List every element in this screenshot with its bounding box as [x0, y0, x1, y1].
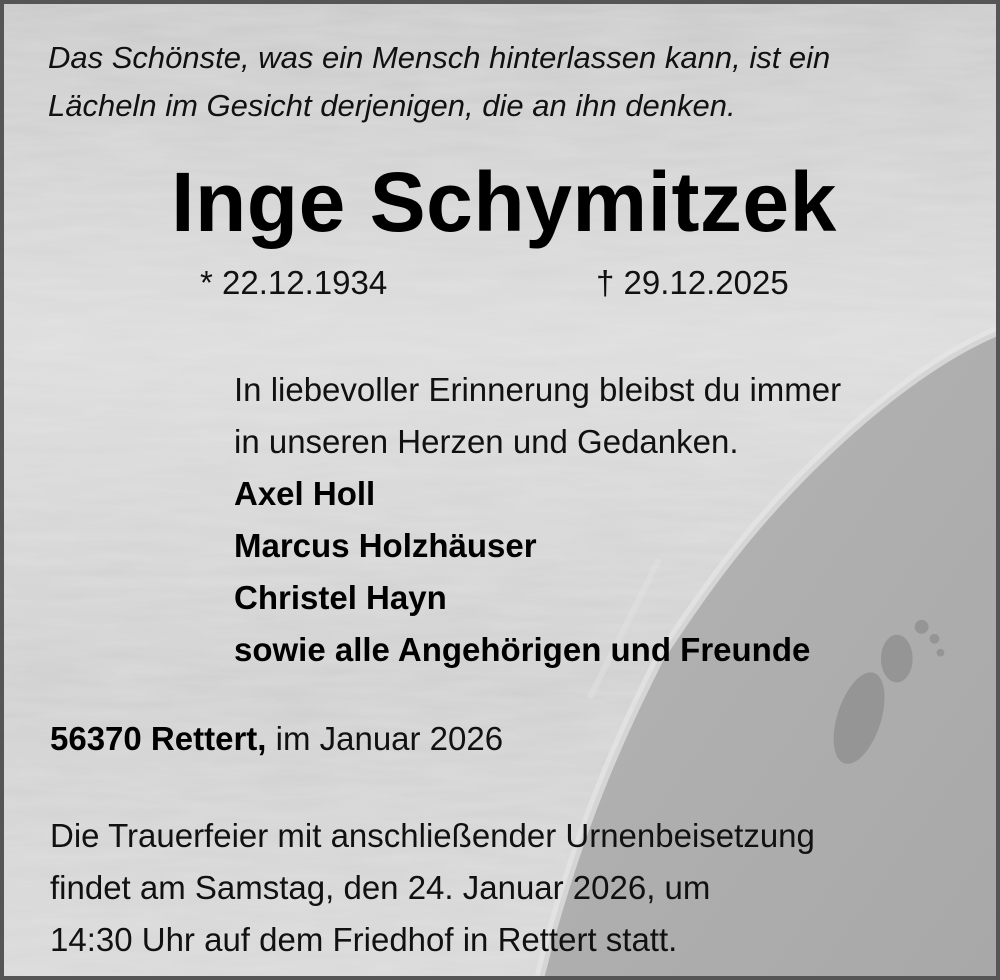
- mourner-name: sowie alle Angehörigen und Freunde: [234, 631, 811, 668]
- place-location: 56370 Rettert,: [50, 720, 267, 757]
- mourners-block: [234, 364, 974, 676]
- funeral-line: findet am Samstag, den 24. Januar 2026, um: [50, 869, 711, 906]
- funeral-notice: [50, 810, 970, 966]
- mourner-name: Christel Hayn: [234, 579, 447, 616]
- place-and-date: [50, 720, 503, 758]
- mourner-name: Axel Holl: [234, 475, 376, 512]
- funeral-line: 14:30 Uhr auf dem Friedhof in Rettert statt.: [50, 921, 678, 958]
- mourner-name: Marcus Holzhäuser: [234, 527, 537, 564]
- deceased-name: Inge Schymitzek: [171, 155, 837, 249]
- message-line: in unseren Herzen und Gedanken.: [234, 423, 739, 460]
- place-date: im Januar 2026: [266, 720, 504, 757]
- funeral-line: Die Trauerfeier mit anschließender Urnenbeisetzung: [50, 817, 815, 854]
- birth-date: * 22.12.1934: [200, 264, 388, 301]
- quote: [48, 34, 948, 130]
- message-line: In liebevoller Erinnerung bleibst du immer: [234, 371, 842, 408]
- obituary-content: [4, 4, 996, 976]
- death-date: † 29.12.2025: [596, 264, 789, 301]
- quote-line: Lächeln im Gesicht derjenigen, die an ihn denken.: [48, 88, 736, 123]
- quote-line: Das Schönste, was ein Mensch hinterlassen kann, ist ein: [48, 40, 831, 75]
